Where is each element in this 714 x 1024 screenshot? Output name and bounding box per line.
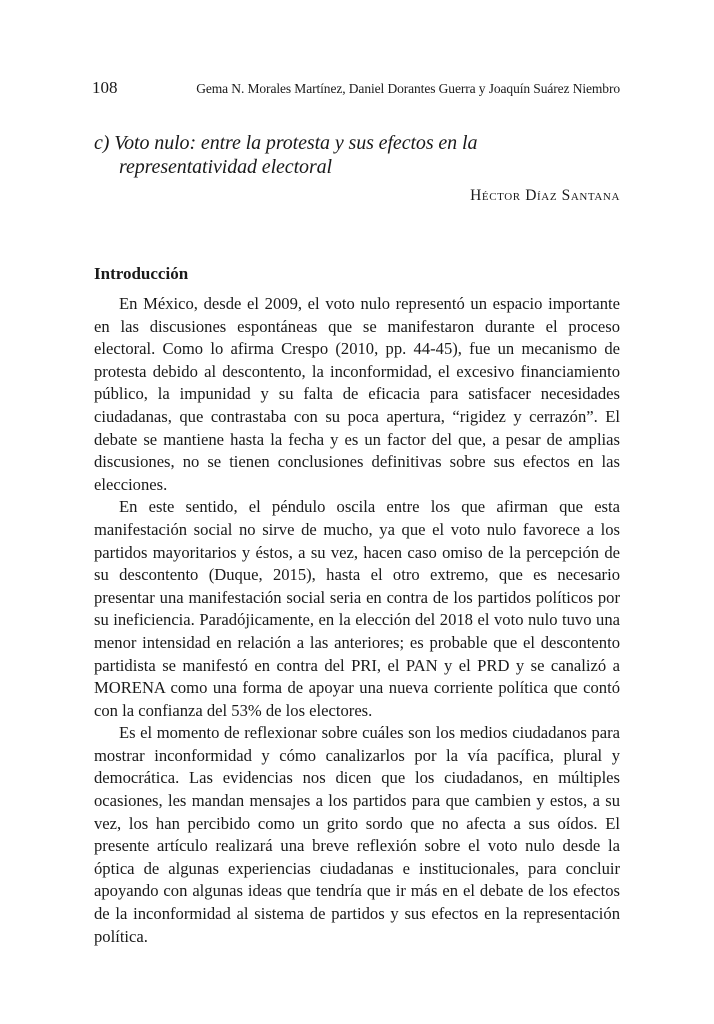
section-title: c) Voto nulo: entre la protesta y sus efectos en la representatividad electoral — [94, 132, 478, 178]
running-header — [94, 78, 620, 104]
introduction-heading: Introducción — [94, 264, 189, 283]
section-author: Héctor Díaz Santana — [470, 187, 620, 204]
paragraph-3: Es el momento de reflexionar sobre cuáles son los medios ciudadanos para mostrar inconformidad y cómo canalizarlos por la vía pacífica, plural y democrática. Las evidencias nos dicen que los ciudadanos, en múltiples ocasiones, les mandan mensajes a los partidos para que cambien y estos, a su vez, los han percibido como un grito sordo que no afecta a sus oídos. El presente artículo realizará una breve reflexión sobre el voto nulo desde la óptica de algunas experiencias ciudadanas e institucionales, para concluir apoyando con algunas ideas que tendría que ir más en el debate de los efectos de la inconformidad al sistema de partidos y sus efectos en la representación política. — [94, 723, 620, 946]
introduction-body — [94, 293, 620, 948]
page-number: 108 — [92, 78, 118, 97]
paragraph-1: En México, desde el 2009, el voto nulo representó un espacio importante en las discusiones espontáneas que se manifestaron durante el proceso electoral. Como lo afirma Crespo (2010, pp. 44-45), fue un mecanismo de protesta debido al descontento, la inconformidad, el excesivo financiamiento público, la impunidad y su falta de eficacia para satisfacer necesidades ciudadanas, que contrastaba con su poca apertura, “rigidez y cerrazón”. El debate se mantiene hasta la fecha y es un factor del que, a pesar de amplias discusiones, no se tienen conclusiones definitivas sobre sus efectos en las elecciones. — [94, 294, 620, 494]
paragraph-2: En este sentido, el péndulo oscila entre los que afirman que esta manifestación social no sirve de mucho, ya que el voto nulo favorece a los partidos mayoritarios y éstos, a su vez, hacen caso omiso de la percepción de su descontento (Duque, 2015), hasta el otro extremo, que es necesario presentar una manifestación social seria en contra de los partidos políticos por su ineficiencia. Paradójicamente, en la elección del 2018 el voto nulo tuvo una menor intensidad en relación a las anteriores; es probable que el descontento partidista se manifestó en contra del PRI, el PAN y el PRD y se canalizó a MORENA como una forma de apoyar una nueva corriente política que contó con la confianza del 53% de los electores. — [94, 497, 620, 720]
running-header-authors: Gema N. Morales Martínez, Daniel Dorantes Guerra y Joaquín Suárez Niembro — [196, 81, 620, 96]
book-page — [94, 78, 620, 948]
